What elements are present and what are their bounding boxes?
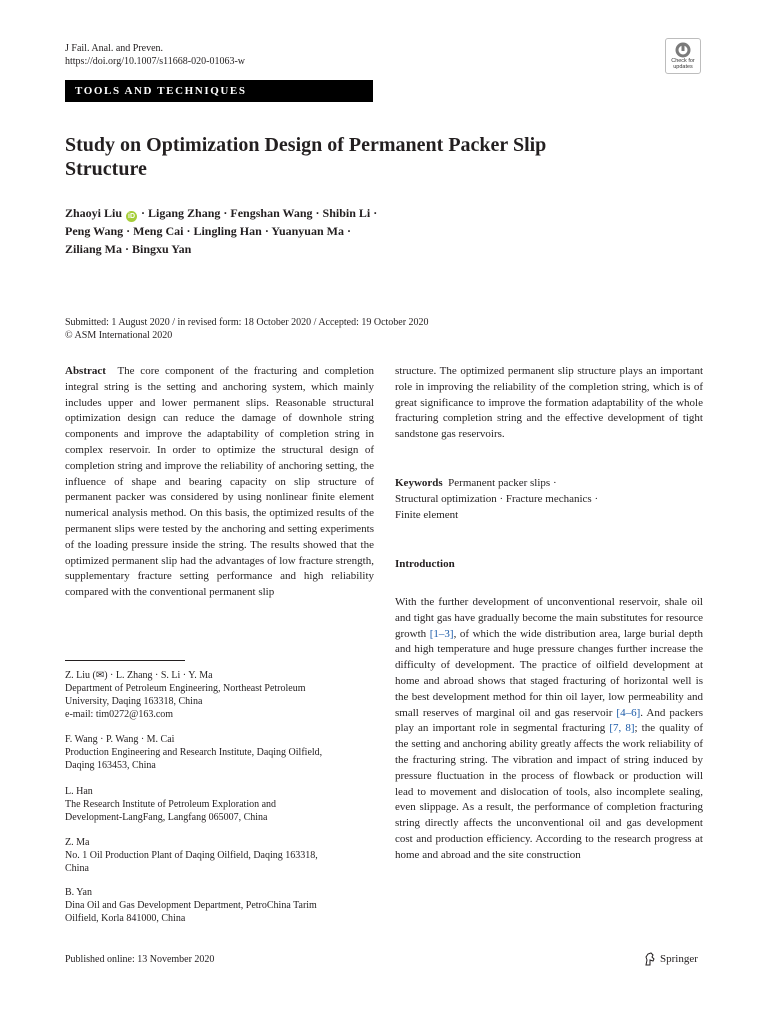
email-link[interactable]: e-mail: tim0272@163.com — [65, 709, 174, 720]
affiliation-names: Z. Liu (✉) · L. Zhang · S. Li · Y. Ma — [65, 670, 213, 681]
affiliation-names: F. Wang · P. Wang · M. Cai — [65, 734, 175, 745]
author-list — [65, 204, 445, 258]
copyright-line: © ASM International 2020 — [65, 330, 173, 341]
abstract-continued: structure. The optimized permanent slip structure plays an important role in improving the reliability of the completion string, which is of great significance to improve the formation adaptability of the whole fracturing completion string and the effective development of tight sandstone gas reservoirs. — [395, 365, 703, 441]
introduction-paragraph — [395, 595, 703, 864]
keywords-line-2: Structural optimization · Fracture mechanics · — [395, 492, 599, 505]
section-band: TOOLS AND TECHNIQUES — [65, 80, 373, 102]
author-line-2: Peng Wang · Meng Cai · Lingling Han · Yuanyuan Ma · — [65, 224, 351, 238]
affiliation-line: Dina Oil and Gas Development Department, PetroChina Tarim — [65, 900, 317, 911]
published-online: Published online: 13 November 2020 — [65, 954, 215, 965]
dates-line: Submitted: 1 August 2020 / in revised form: 18 October 2020 / Accepted: 19 October 2020 — [65, 317, 429, 328]
abstract-heading: Abstract — [65, 365, 106, 377]
affiliation-names: Z. Ma — [65, 837, 90, 848]
introduction-heading: Introduction — [395, 558, 455, 570]
affiliation-names: B. Yan — [65, 887, 92, 898]
badge-label-1: Check for — [671, 58, 695, 64]
affiliation-line: China — [65, 863, 89, 874]
affiliation-3 — [65, 785, 374, 824]
keywords-block — [395, 476, 703, 523]
affiliation-line: No. 1 Oil Production Plant of Daqing Oilfield, Daqing 163318, — [65, 850, 318, 861]
affiliation-1 — [65, 669, 374, 721]
publisher-logo — [644, 952, 698, 966]
intro-text-4: ; the quality of the setting and anchoring ability greatly affects the work reliability of the fracturing string. The vibration and impact of string induced by pressure fluctuation in the process of flowback or production will lead to movement and dislocation of tools, also incomplete sealing, even slippage. As a result, the performance of completion fracturing string directly affects the unconventional oil and gas development cost and production efficiency. According to the research progress at home and abroad and the site construction — [395, 722, 703, 861]
affiliation-line: Development-LangFang, Langfang 065007, China — [65, 812, 268, 823]
springer-horse-icon — [644, 952, 656, 966]
affiliation-2 — [65, 733, 374, 772]
affiliation-line: Production Engineering and Research Institute, Daqing Oilfield, — [65, 747, 323, 758]
affiliation-5 — [65, 886, 374, 925]
citation-link[interactable]: [4–6] — [616, 706, 641, 719]
citation-link[interactable]: [7, 8] — [609, 722, 635, 735]
badge-label-2: updates — [673, 64, 693, 70]
intro-text-3: . And packers play an important role in segmental fracturing — [395, 706, 703, 735]
author-line-3: Ziliang Ma · Bingxu Yan — [65, 242, 192, 256]
journal-name: J Fail. Anal. and Preven. — [65, 43, 164, 54]
submission-dates — [65, 316, 429, 342]
abstract-block — [65, 364, 374, 601]
affiliation-line: Oilfield, Korla 841000, China — [65, 913, 186, 924]
affiliation-line: Daqing 163453, China — [65, 760, 156, 771]
doi-link[interactable]: https://doi.org/10.1007/s11668-020-01063-w — [65, 56, 245, 67]
affiliation-line: Department of Petroleum Engineering, Northeast Petroleum — [65, 683, 306, 694]
affiliation-4 — [65, 836, 374, 875]
check-for-updates-badge[interactable] — [665, 38, 701, 74]
paper-title: Study on Optimization Design of Permanent Packer Slip Structure — [65, 134, 547, 180]
first-author[interactable]: Zhaoyi Liu — [65, 206, 123, 220]
intro-text-1: With the further development of unconventional reservoir, shale oil and tight gas have gradually become the main substitutes for resource growth — [395, 596, 703, 640]
affiliation-line: University, Daqing 163318, China — [65, 696, 203, 707]
affiliation-names: L. Han — [65, 786, 93, 797]
intro-text-2: , of which the wide distribution area, large burial depth and high temperature and huge pressure changes further increase the difficulty of development. The practice of oilfield development at home and abroad shows that staged fracturing of horizontal well is the best development method for thin oil layer, low permeability and small reserves of marginal oil and gas reservoir — [395, 627, 703, 719]
author-line-1-rest: · Ligang Zhang · Fengshan Wang · Shibin Li · — [141, 206, 378, 220]
abstract-text: The core component of the fracturing and completion integral string is the setting and anchoring system, which mainly includes upper and lower permanent slips. Reasonable structural optimization design can reduce the damage of downhole string components and improve the adaptability of completion string in complex reservoir. In order to optimize the structural design of completion string and improve the reliability of anchoring setting, the influence of shape and bearing capacity on slip structure of permanent packer was considered by using nonlinear finite element numerical analysis method. On this basis, the optimized results of the permanent slips were tested by the anchoring and setting experiments of the loading pressure inside the string. The results showed that the optimized permanent slip had the advantages of low fracture strength, supplementary fracture setting performance and high reliability compared with the conventional permanent slip — [65, 365, 374, 599]
keywords-line-3: Finite element — [395, 508, 459, 521]
keywords-heading: Keywords — [395, 477, 443, 489]
affiliation-line: The Research Institute of Petroleum Exploration and — [65, 799, 277, 810]
check-for-updates-icon — [675, 42, 691, 58]
publisher-name: Springer — [660, 953, 698, 965]
citation-link[interactable]: [1–3] — [429, 627, 454, 640]
orcid-icon[interactable]: iD — [128, 213, 136, 220]
author-line-1 — [65, 204, 445, 222]
keywords-line-1: Permanent packer slips · — [448, 477, 557, 489]
footnote-divider — [65, 660, 185, 661]
